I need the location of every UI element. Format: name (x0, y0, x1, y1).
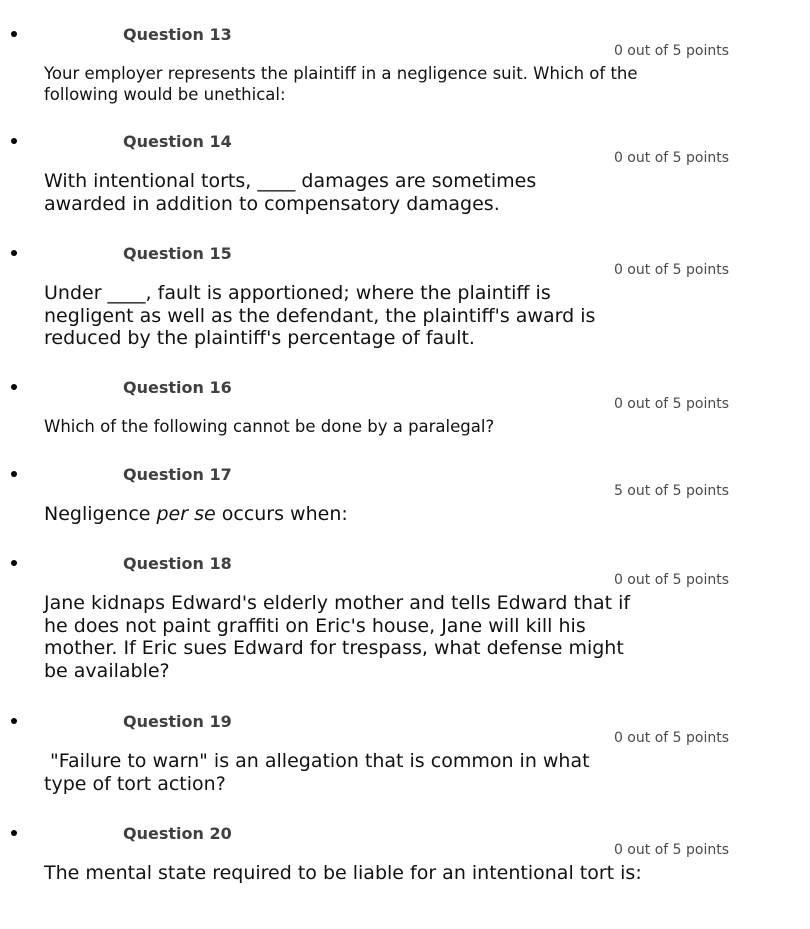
question-text-italic: per se (156, 503, 216, 525)
question-title: Question 13 (123, 25, 232, 44)
question-text: Your employer represents the plaintiff in a negligence suit. Which of the following would be unethical: (44, 64, 638, 104)
question-text: Jane kidnaps Edward's elderly mother and tells Edward that if he does not paint graffiti on Eric's house, Jane will kill his mother. If Eric sues Edward for trespass, what defense might be available? (44, 592, 631, 682)
bullet-icon (11, 250, 17, 256)
question-points: 0 out of 5 points (613, 150, 729, 166)
question-text: Under ____, fault is apportioned; where the plaintiff is negligent as well as the defendant, the plaintiff's award is reduced by the plaintiff's percentage of fault. (44, 282, 596, 349)
question-points: 0 out of 5 points (613, 396, 729, 412)
question-title: Question 18 (123, 554, 232, 573)
question-title: Question 15 (123, 244, 232, 263)
bullet-icon (11, 471, 17, 477)
bullet-icon (11, 560, 17, 566)
question-points: 0 out of 5 points (613, 572, 729, 588)
question-text: Which of the following cannot be done by a paralegal? (44, 417, 495, 436)
question-title: Question 17 (123, 465, 232, 484)
question-points: 0 out of 5 points (613, 262, 729, 278)
question-title: Question 14 (123, 132, 232, 151)
bullet-icon (11, 384, 17, 390)
question-points: 5 out of 5 points (613, 483, 729, 499)
question-text: With intentional torts, ____ damages are sometimes awarded in addition to compensatory damages. (44, 170, 537, 215)
bullet-icon (11, 138, 17, 144)
question-title: Question 19 (123, 712, 232, 731)
question-points: 0 out of 5 points (613, 730, 729, 746)
bullet-icon (11, 830, 17, 836)
bullet-icon (11, 718, 17, 724)
question-points: 0 out of 5 points (613, 43, 729, 59)
bullet-icon (11, 31, 17, 37)
question-title: Question 16 (123, 378, 232, 397)
question-title: Question 20 (123, 824, 232, 843)
question-text (44, 503, 644, 526)
question-points: 0 out of 5 points (613, 842, 729, 858)
question-text: The mental state required to be liable for an intentional tort is: (44, 862, 642, 884)
question-text-after: occurs when: (221, 503, 348, 525)
question-text: "Failure to warn" is an allegation that is common in what type of tort action? (44, 750, 596, 795)
question-text-before: Negligence (44, 503, 151, 525)
